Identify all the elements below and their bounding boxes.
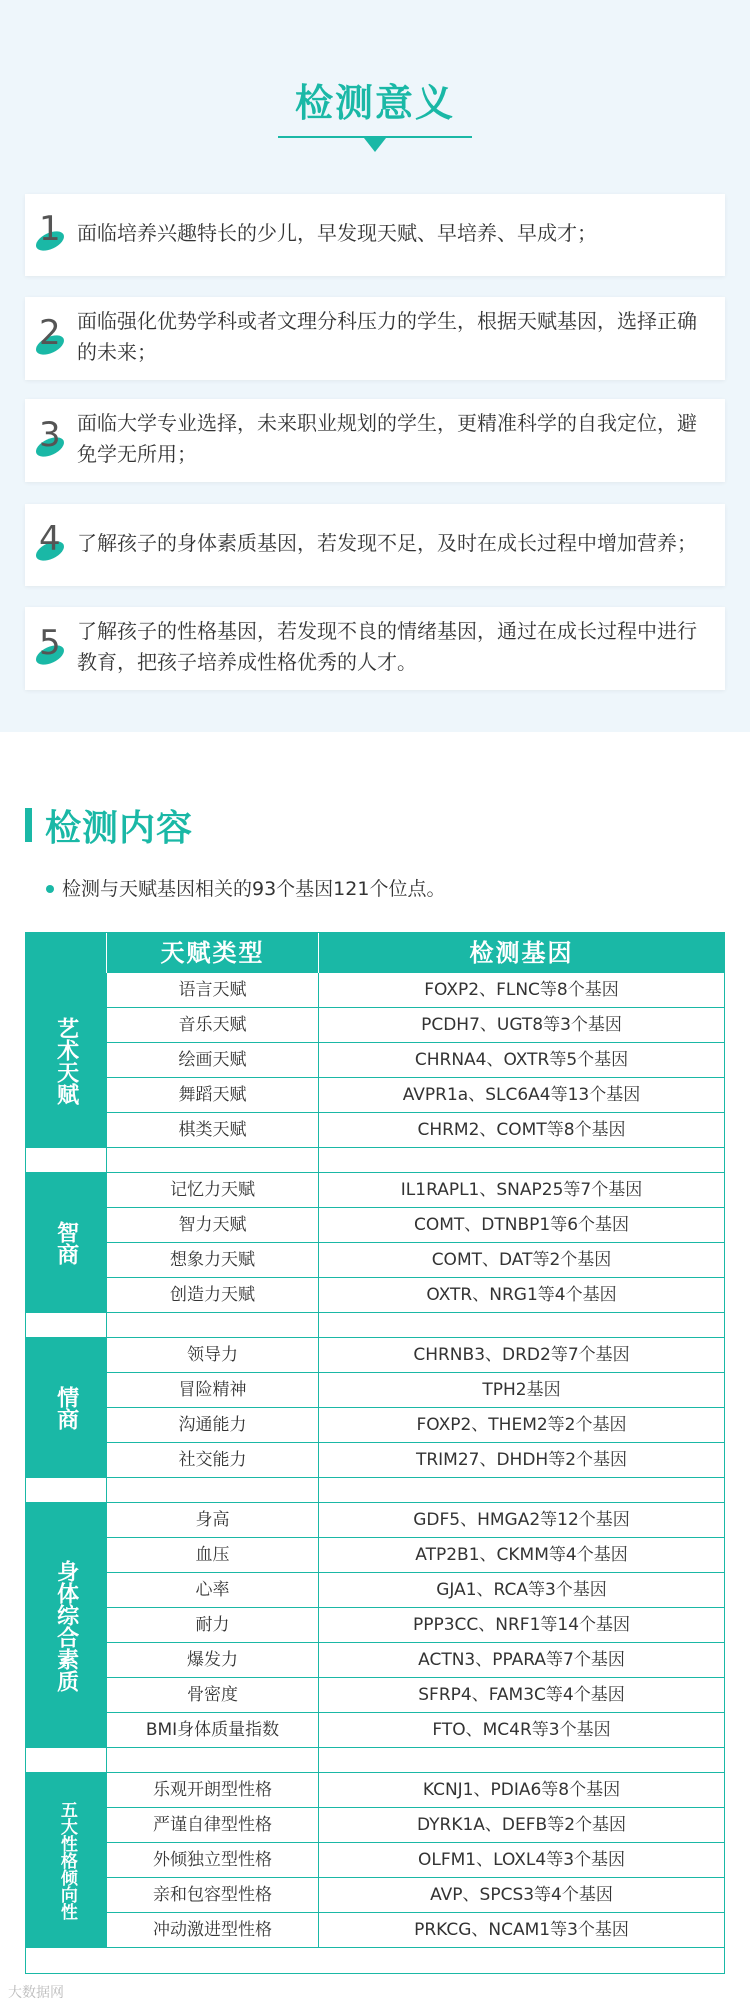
- item-text: 面临强化优势学科或者文理分科压力的学生，根据天赋基因，选择正确的未来；: [77, 309, 697, 364]
- table-cell-type: 舞蹈天赋: [106, 1078, 318, 1113]
- table-cell-genes: AVPR1a、SLC6A4等13个基因: [318, 1078, 724, 1113]
- table-cell-type: 耐力: [106, 1608, 318, 1643]
- table-cell-type: 创造力天赋: [106, 1278, 318, 1313]
- table-cell-type: 社交能力: [106, 1443, 318, 1478]
- table-cell-genes: COMT、DTNBP1等6个基因: [318, 1208, 724, 1243]
- table-cell-type: 心率: [106, 1573, 318, 1608]
- significance-item: [25, 399, 725, 482]
- table-cell-genes: COMT、DAT等2个基因: [318, 1243, 724, 1278]
- item-number: 1: [39, 209, 61, 249]
- number-badge-icon: [33, 414, 77, 463]
- significance-item: [25, 607, 725, 690]
- table-spacer: [318, 1313, 724, 1338]
- table-spacer: [26, 1148, 106, 1173]
- number-badge-icon: [33, 622, 77, 671]
- table-category: [26, 1173, 106, 1313]
- table-cell-genes: OXTR、NRG1等4个基因: [318, 1278, 724, 1313]
- table-cell-genes: DYRK1A、DEFB等2个基因: [318, 1808, 724, 1843]
- significance-item: [25, 297, 725, 380]
- table-cell-type: 音乐天赋: [106, 1008, 318, 1043]
- item-text: 面临大学专业选择，未来职业规划的学生，更精准科学的自我定位，避免学无所用；: [77, 411, 697, 466]
- table-spacer: [26, 1478, 106, 1503]
- number-badge-icon: [33, 519, 77, 567]
- category-label: 身体综合素质: [53, 1559, 79, 1692]
- table-cell-type: 绘画天赋: [106, 1043, 318, 1078]
- table-cell-genes: FOXP2、FLNC等8个基因: [318, 973, 724, 1008]
- table-cell-type: 领导力: [106, 1338, 318, 1373]
- table-cell-type: 乐观开朗型性格: [106, 1773, 318, 1808]
- table-category: [26, 1503, 106, 1748]
- table-cell-genes: IL1RAPL1、SNAP25等7个基因: [318, 1173, 724, 1208]
- table-cell-genes: KCNJ1、PDIA6等8个基因: [318, 1773, 724, 1808]
- category-label: 智商: [53, 1221, 79, 1265]
- table-category: [26, 1773, 106, 1948]
- item-number: 2: [39, 312, 61, 353]
- item-text: 了解孩子的身体素质基因，若发现不足，及时在成长过程中增加营养；: [77, 531, 697, 555]
- number-badge-icon: [33, 312, 77, 361]
- category-label: 艺术天赋: [53, 1016, 79, 1105]
- table-category: [26, 1338, 106, 1478]
- table-spacer: [106, 1148, 318, 1173]
- table-cell-genes: OLFM1、LOXL4等3个基因: [318, 1843, 724, 1878]
- item-number: 5: [39, 622, 61, 663]
- table-cell-type: 语言天赋: [106, 973, 318, 1008]
- table-cell-genes: FTO、MC4R等3个基因: [318, 1713, 724, 1748]
- table-cell-type: 亲和包容型性格: [106, 1878, 318, 1913]
- table-spacer: [106, 1313, 318, 1338]
- table-cell-genes: PRKCG、NCAM1等3个基因: [318, 1913, 724, 1948]
- table-cell-type: 爆发力: [106, 1643, 318, 1678]
- table-cell-type: 智力天赋: [106, 1208, 318, 1243]
- table-cell-genes: PCDH7、UGT8等3个基因: [318, 1008, 724, 1043]
- content-title-bar: [25, 808, 32, 842]
- table-cell-type: 外倾独立型性格: [106, 1843, 318, 1878]
- table-header-genes: 检测基因: [318, 933, 724, 973]
- category-label: 情商: [53, 1386, 79, 1430]
- table-cell-genes: TPH2基因: [318, 1373, 724, 1408]
- table-spacer: [318, 1148, 724, 1173]
- content-bullet: 检测与天赋基因相关的93个基因121个位点。: [62, 878, 446, 900]
- table-spacer: [26, 1313, 106, 1338]
- table-cell-type: 想象力天赋: [106, 1243, 318, 1278]
- item-text: 了解孩子的性格基因，若发现不良的情绪基因，通过在成长过程中进行教育，把孩子培养成性格优秀的人才。: [77, 619, 697, 674]
- table-cell-genes: CHRNB3、DRD2等7个基因: [318, 1338, 724, 1373]
- table-cell-type: 记忆力天赋: [106, 1173, 318, 1208]
- gene-table: [25, 932, 725, 1974]
- significance-item: [25, 504, 725, 586]
- bullet-dot-icon: [46, 885, 54, 893]
- table-cell-genes: SFRP4、FAM3C等4个基因: [318, 1678, 724, 1713]
- table-cell-genes: CHRM2、COMT等8个基因: [318, 1113, 724, 1148]
- table-cell-genes: GJA1、RCA等3个基因: [318, 1573, 724, 1608]
- table-cell-genes: TRIM27、DHDH等2个基因: [318, 1443, 724, 1478]
- table-cell-genes: ACTN3、PPARA等7个基因: [318, 1643, 724, 1678]
- table-cell-type: 冲动激进型性格: [106, 1913, 318, 1948]
- item-number: 4: [39, 519, 61, 559]
- table-cell-genes: FOXP2、THEM2等2个基因: [318, 1408, 724, 1443]
- category-label: 五大性格倾向性: [56, 1801, 77, 1920]
- table-cell-type: 严谨自律型性格: [106, 1808, 318, 1843]
- table-cell-type: BMI身体质量指数: [106, 1713, 318, 1748]
- table-cell-type: 棋类天赋: [106, 1113, 318, 1148]
- table-cell-genes: AVP、SPCS3等4个基因: [318, 1878, 724, 1913]
- title-pointer: [364, 138, 386, 152]
- table-cell-type: 身高: [106, 1503, 318, 1538]
- table-cell-type: 沟通能力: [106, 1408, 318, 1443]
- table-header-type: 天赋类型: [106, 933, 318, 973]
- table-cell-genes: PPP3CC、NRF1等14个基因: [318, 1608, 724, 1643]
- table-spacer: [318, 1748, 724, 1773]
- table-spacer: [106, 1478, 318, 1503]
- number-badge-icon: [33, 209, 77, 257]
- significance-title: 检测意义: [294, 81, 455, 125]
- content-title: 检测内容: [45, 808, 194, 849]
- table-cell-genes: GDF5、HMGA2等12个基因: [318, 1503, 724, 1538]
- table-spacer: [318, 1478, 724, 1503]
- table-cell-genes: ATP2B1、CKMM等4个基因: [318, 1538, 724, 1573]
- table-cell-type: 血压: [106, 1538, 318, 1573]
- table-spacer: [26, 1748, 106, 1773]
- significance-item: [25, 194, 725, 276]
- item-number: 3: [39, 414, 61, 455]
- table-cell-type: 骨密度: [106, 1678, 318, 1713]
- table-header-corner: [26, 933, 106, 973]
- table-spacer: [106, 1748, 318, 1773]
- item-text: 面临培养兴趣特长的少儿，早发现天赋、早培养、早成才；: [77, 221, 597, 245]
- table-cell-genes: CHRNA4、OXTR等5个基因: [318, 1043, 724, 1078]
- table-category: [26, 973, 106, 1148]
- table-cell-type: 冒险精神: [106, 1373, 318, 1408]
- watermark: 大数据网: [8, 1985, 64, 2001]
